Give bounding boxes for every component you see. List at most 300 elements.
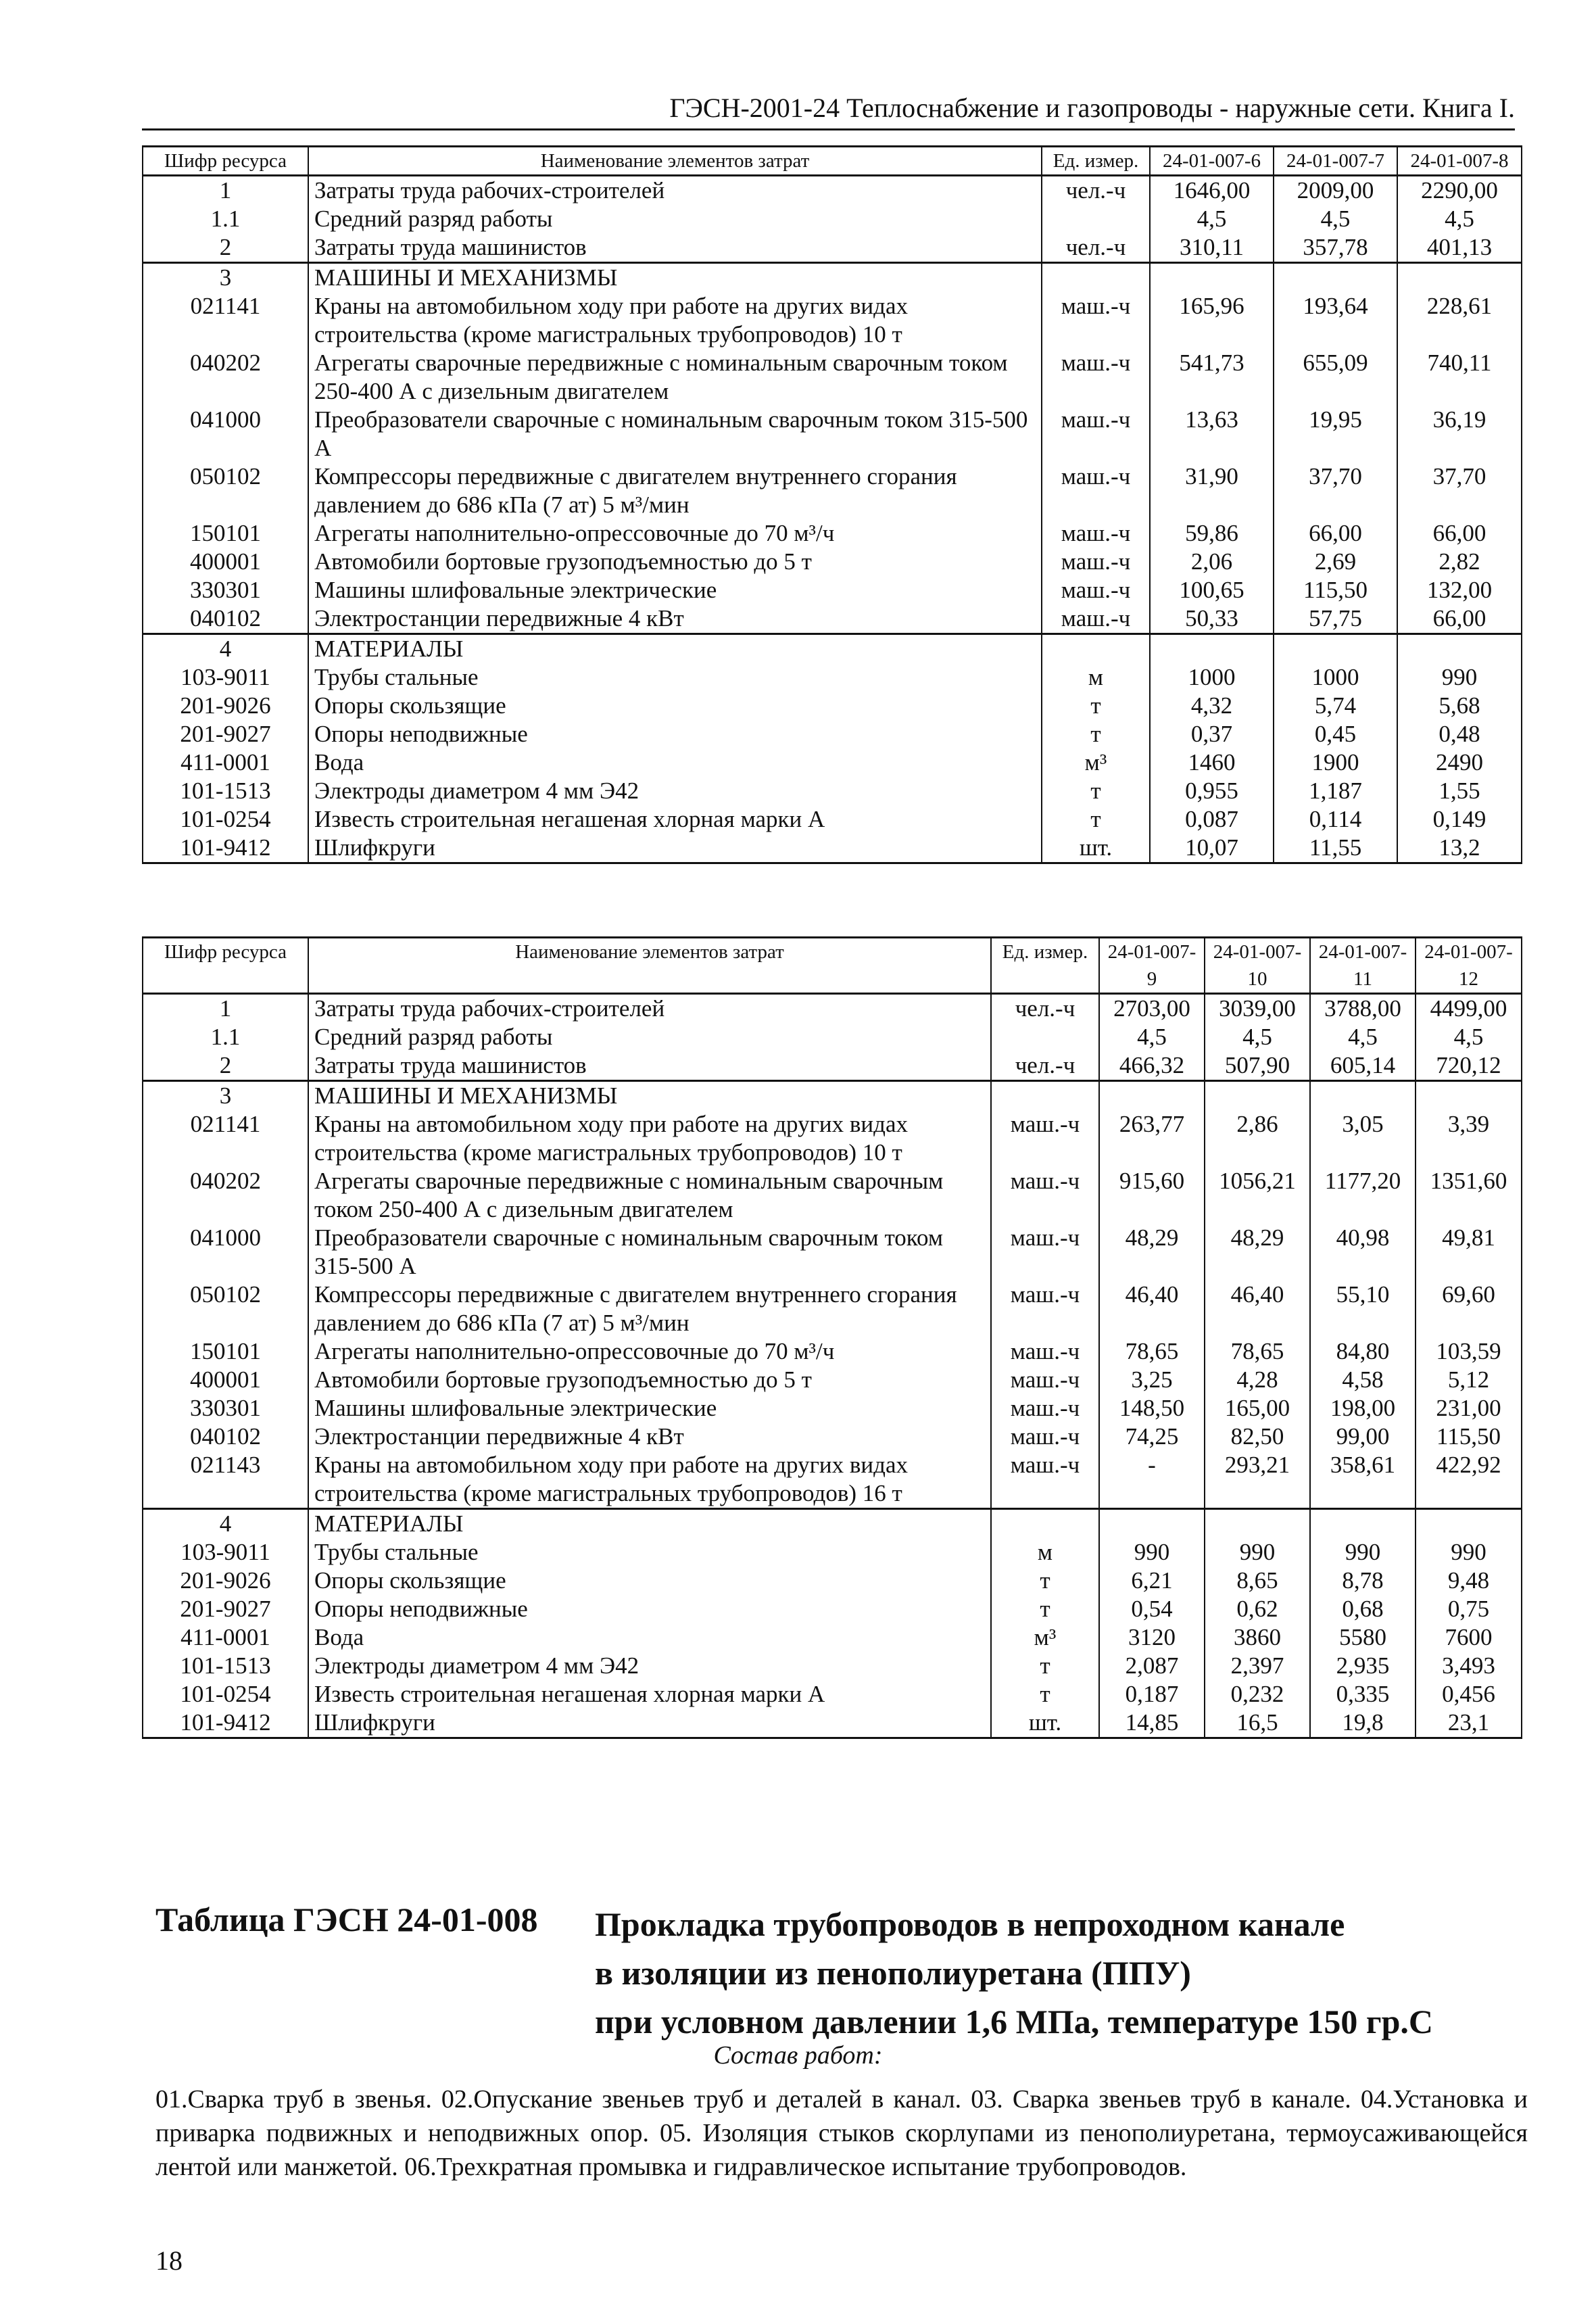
cell-unit: маш.-ч [1042,406,1150,462]
cell-unit: маш.-ч [991,1423,1099,1451]
cell-value: 0,335 [1310,1680,1416,1709]
cell-value: 2,397 [1205,1652,1310,1680]
cell-value: 3,493 [1416,1652,1522,1680]
cell-value: 0,62 [1205,1595,1310,1623]
cell-value [1397,634,1522,664]
cell-unit: маш.-ч [991,1337,1099,1366]
cell-code: 330301 [143,576,308,604]
cell-code: 3 [143,263,308,293]
cell-value: 4,5 [1397,205,1522,233]
cell-value: 115,50 [1274,576,1397,604]
table-row [143,834,1522,863]
cell-value: 3,39 [1416,1110,1522,1167]
cell-name: Средний разряд работы [308,205,1042,233]
cell-value: 48,29 [1099,1224,1205,1281]
table-row [143,519,1522,548]
cell-name: Компрессоры передвижные с двигателем внутреннего сгорания давлением до 686 кПа (7 ат) 5 м³/мин [308,462,1042,519]
cell-code: 021141 [143,292,308,349]
cell-value: 103,59 [1416,1337,1522,1366]
cell-code: 021143 [143,1451,308,1509]
cell-value: 1056,21 [1205,1167,1310,1224]
cell-unit: м [991,1538,1099,1567]
cell-unit: маш.-ч [1042,292,1150,349]
cell-value: 2,69 [1274,548,1397,576]
cell-code: 201-9026 [143,1567,308,1595]
table-row [143,548,1522,576]
cell-code: 040202 [143,1167,308,1224]
cell-value: 59,86 [1150,519,1274,548]
cell-value: 5,68 [1397,692,1522,720]
cell-unit [1042,263,1150,293]
cell-value: 2,06 [1150,548,1274,576]
table-row [143,1224,1522,1281]
resource-table-1 [142,145,1522,864]
cell-code: 2 [143,233,308,263]
cell-value: 0,232 [1205,1680,1310,1709]
cell-value: 23,1 [1416,1709,1522,1738]
cell-unit: маш.-ч [991,1224,1099,1281]
cell-value: 13,63 [1150,406,1274,462]
cell-value: 78,65 [1099,1337,1205,1366]
cell-value: 4,5 [1274,205,1397,233]
cell-code: 400001 [143,1366,308,1394]
table-row [143,1366,1522,1394]
table-row [143,748,1522,777]
cell-name: Электростанции передвижные 4 кВт [308,604,1042,634]
table-row [143,720,1522,748]
cell-value: 3120 [1099,1623,1205,1652]
table-row [143,777,1522,805]
cell-name: Затраты труда машинистов [308,233,1042,263]
cell-unit: т [991,1567,1099,1595]
cell-value: 2,82 [1397,548,1522,576]
cell-value: 14,85 [1099,1709,1205,1738]
cell-value: 115,50 [1416,1423,1522,1451]
cell-unit [991,1081,1099,1111]
cell-unit: маш.-ч [1042,548,1150,576]
table-row [143,1451,1522,1509]
cell-code: 050102 [143,462,308,519]
cell-name: Шлифкруги [308,834,1042,863]
cell-value [1397,263,1522,293]
cell-value: 0,114 [1274,805,1397,834]
cell-unit: м³ [1042,748,1150,777]
cell-value: 310,11 [1150,233,1274,263]
cell-name: Затраты труда машинистов [308,1051,991,1081]
table-row [143,1281,1522,1337]
table-row [143,1394,1522,1423]
cell-name: Автомобили бортовые грузоподъемностью до 5 т [308,548,1042,576]
table-row [143,1423,1522,1451]
table-row [143,406,1522,462]
cell-value [1205,1081,1310,1111]
cell-value [1416,1081,1522,1111]
cell-value: 990 [1205,1538,1310,1567]
cell-name: Известь строительная негашеная хлорная марки А [308,805,1042,834]
cell-value: 165,00 [1205,1394,1310,1423]
cell-code: 2 [143,1051,308,1081]
cell-code: 411-0001 [143,748,308,777]
cell-value: 507,90 [1205,1051,1310,1081]
cell-code: 150101 [143,1337,308,1366]
cell-name: МАТЕРИАЛЫ [308,1509,991,1539]
cell-value: 4,32 [1150,692,1274,720]
cell-value [1274,634,1397,664]
cell-value: 31,90 [1150,462,1274,519]
cell-value: 99,00 [1310,1423,1416,1451]
cell-code: 4 [143,634,308,664]
cell-value [1099,1509,1205,1539]
cell-value: 46,40 [1205,1281,1310,1337]
cell-value: 4,5 [1150,205,1274,233]
cell-value: 66,00 [1274,519,1397,548]
cell-value: 990 [1099,1538,1205,1567]
header-col: 24-01-007-11 [1310,938,1416,994]
cell-value: 132,00 [1397,576,1522,604]
cell-value: 655,09 [1274,349,1397,406]
cell-value: 4,58 [1310,1366,1416,1394]
header-name: Наименование элементов затрат [308,938,991,994]
cell-value: 4,5 [1310,1023,1416,1051]
cell-value: 357,78 [1274,233,1397,263]
cell-value: 0,45 [1274,720,1397,748]
cell-name: Затраты труда рабочих-строителей [308,994,991,1024]
cell-value: 4,5 [1099,1023,1205,1051]
cell-code: 041000 [143,406,308,462]
cell-name: МАШИНЫ И МЕХАНИЗМЫ [308,263,1042,293]
table-row [143,263,1522,293]
cell-value: 13,2 [1397,834,1522,863]
header-col: 24-01-007-9 [1099,938,1205,994]
table-row [143,1567,1522,1595]
cell-value: 5580 [1310,1623,1416,1652]
cell-name: Агрегаты наполнительно-опрессовочные до 70 м³/ч [308,519,1042,548]
cell-value: 148,50 [1099,1394,1205,1423]
cell-value: 78,65 [1205,1337,1310,1366]
cell-code: 411-0001 [143,1623,308,1652]
cell-value: 0,456 [1416,1680,1522,1709]
cell-unit: т [1042,805,1150,834]
cell-value: 19,95 [1274,406,1397,462]
cell-unit: маш.-ч [1042,604,1150,634]
cell-code: 4 [143,1509,308,1539]
table-row [143,1509,1522,1539]
table-row [143,1709,1522,1738]
cell-value: 100,65 [1150,576,1274,604]
cell-unit: чел.-ч [1042,176,1150,206]
cell-unit: маш.-ч [991,1110,1099,1167]
cell-value: 740,11 [1397,349,1522,406]
section-title-line: при условном давлении 1,6 МПа, температуре 150 гр.С [595,2003,1434,2040]
cell-code: 103-9011 [143,663,308,692]
cell-value: 9,48 [1416,1567,1522,1595]
cell-value: - [1099,1451,1205,1509]
cell-unit: шт. [991,1709,1099,1738]
cell-unit: т [991,1595,1099,1623]
cell-value: 466,32 [1099,1051,1205,1081]
cell-code: 1.1 [143,1023,308,1051]
cell-value: 1460 [1150,748,1274,777]
cell-unit: маш.-ч [991,1394,1099,1423]
cell-value: 0,149 [1397,805,1522,834]
cell-value: 193,64 [1274,292,1397,349]
cell-value: 3788,00 [1310,994,1416,1024]
table-caption: Таблица ГЭСН 24-01-008 [155,1901,538,1938]
cell-value: 0,37 [1150,720,1274,748]
cell-value: 66,00 [1397,519,1522,548]
table-row [143,1081,1522,1111]
cell-value: 915,60 [1099,1167,1205,1224]
table-row [143,1538,1522,1567]
cell-value: 57,75 [1274,604,1397,634]
cell-name: Агрегаты сварочные передвижные с номинальным сварочным током 250-400 А с дизельным двигателем [308,349,1042,406]
cell-value: 8,78 [1310,1567,1416,1595]
cell-name: Опоры неподвижные [308,1595,991,1623]
cell-value: 1,55 [1397,777,1522,805]
header-name: Наименование элементов затрат [308,147,1042,176]
cell-name: Компрессоры передвижные с двигателем внутреннего сгорания давлением до 686 кПа (7 ат) 5 м³/мин [308,1281,991,1337]
section-title-line: Прокладка трубопроводов в непроходном канале [595,1905,1345,1943]
section-title-line: в изоляции из пенополиуретана (ППУ) [595,1954,1191,1992]
cell-name: Преобразователи сварочные с номинальным сварочным током 315-500 А [308,406,1042,462]
cell-value: 422,92 [1416,1451,1522,1509]
table-row [143,1680,1522,1709]
cell-name: Машины шлифовальные электрические [308,1394,991,1423]
cell-name: Преобразователи сварочные с номинальным сварочным током 315-500 А [308,1224,991,1281]
work-composition-text: 01.Сварка труб в звенья. 02.Опускание звеньев труб и деталей в канал. 03. Сварка звеньев труб в канале. 04.Установка и приварка подвижных и неподвижных опор. 05. Изоляция стыков скорлупами из пенополиуретана, термоусаживающейся лентой или манжетой. 06.Трехкратная промывка и гидравлическое испытание трубопроводов. [155,2085,1528,2181]
cell-value: 10,07 [1150,834,1274,863]
cell-code: 3 [143,1081,308,1111]
table-row [143,349,1522,406]
cell-value: 50,33 [1150,604,1274,634]
cell-unit [1042,205,1150,233]
cell-value: 0,955 [1150,777,1274,805]
cell-name: Средний разряд работы [308,1023,991,1051]
cell-name: Краны на автомобильном ходу при работе на других видах строительства (кроме магистральных трубопроводов) 10 т [308,1110,991,1167]
page-number: 18 [155,2245,183,2276]
cell-value: 0,48 [1397,720,1522,748]
cell-code: 040102 [143,1423,308,1451]
cell-value: 0,75 [1416,1595,1522,1623]
cell-value: 293,21 [1205,1451,1310,1509]
table-row [143,805,1522,834]
cell-unit: чел.-ч [991,1051,1099,1081]
cell-value: 228,61 [1397,292,1522,349]
cell-code: 1.1 [143,205,308,233]
table-row [143,1337,1522,1366]
cell-code: 201-9026 [143,692,308,720]
table-row [143,692,1522,720]
cell-value: 990 [1416,1538,1522,1567]
header-unit: Ед. измер. [1042,147,1150,176]
cell-value: 401,13 [1397,233,1522,263]
cell-unit: т [1042,777,1150,805]
table-header-row [143,938,1522,994]
cell-value: 2,86 [1205,1110,1310,1167]
cell-unit: т [1042,720,1150,748]
cell-name: Шлифкруги [308,1709,991,1738]
section-title [595,1900,1541,2046]
cell-name: Опоры неподвижные [308,720,1042,748]
table-row [143,1051,1522,1081]
cell-value: 1900 [1274,748,1397,777]
table-row [143,604,1522,634]
cell-code: 101-9412 [143,1709,308,1738]
cell-code: 101-1513 [143,777,308,805]
header-col: 24-01-007-10 [1205,938,1310,994]
cell-value: 1,187 [1274,777,1397,805]
cell-value: 1646,00 [1150,176,1274,206]
cell-unit: маш.-ч [991,1366,1099,1394]
cell-value: 82,50 [1205,1423,1310,1451]
cell-unit: м³ [991,1623,1099,1652]
cell-value [1416,1509,1522,1539]
cell-value: 2,935 [1310,1652,1416,1680]
table-row [143,1595,1522,1623]
cell-unit: маш.-ч [991,1451,1099,1509]
cell-unit: маш.-ч [1042,576,1150,604]
header-col: 24-01-007-6 [1150,147,1274,176]
cell-value: 0,54 [1099,1595,1205,1623]
cell-unit [1042,634,1150,664]
cell-value: 11,55 [1274,834,1397,863]
cell-code: 041000 [143,1224,308,1281]
cell-value: 2,087 [1099,1652,1205,1680]
cell-code: 040202 [143,349,308,406]
cell-code: 040102 [143,604,308,634]
table-row [143,462,1522,519]
running-header [142,88,1515,130]
table-row [143,1623,1522,1652]
cell-code: 103-9011 [143,1538,308,1567]
cell-code: 330301 [143,1394,308,1423]
cell-value: 0,087 [1150,805,1274,834]
cell-value: 720,12 [1416,1051,1522,1081]
header-col: 24-01-007-8 [1397,147,1522,176]
running-title: ГЭСН-2001-24 Теплоснабжение и газопроводы - наружные сети. Книга I. [669,93,1515,123]
cell-code: 021141 [143,1110,308,1167]
cell-value: 19,8 [1310,1709,1416,1738]
cell-name: Известь строительная негашеная хлорная марки А [308,1680,991,1709]
work-composition-heading: Состав работ: [713,2041,883,2070]
table-row [143,205,1522,233]
cell-unit: чел.-ч [991,994,1099,1024]
cell-value: 4,5 [1205,1023,1310,1051]
cell-name: МАТЕРИАЛЫ [308,634,1042,664]
cell-value: 2703,00 [1099,994,1205,1024]
cell-unit: чел.-ч [1042,233,1150,263]
cell-value: 55,10 [1310,1281,1416,1337]
cell-code: 400001 [143,548,308,576]
cell-value: 165,96 [1150,292,1274,349]
resource-table-2 [142,936,1522,1739]
cell-code: 101-1513 [143,1652,308,1680]
cell-code: 050102 [143,1281,308,1337]
cell-name: Трубы стальные [308,1538,991,1567]
cell-value: 37,70 [1397,462,1522,519]
table-header-row [143,147,1522,176]
cell-value: 36,19 [1397,406,1522,462]
cell-value: 74,25 [1099,1423,1205,1451]
cell-value [1099,1081,1205,1111]
cell-name: Электроды диаметром 4 мм Э42 [308,1652,991,1680]
cell-unit: т [991,1680,1099,1709]
cell-value: 990 [1310,1538,1416,1567]
cell-name: Вода [308,748,1042,777]
cell-value [1310,1509,1416,1539]
cell-unit [991,1023,1099,1051]
cell-code: 150101 [143,519,308,548]
cell-value [1150,634,1274,664]
cell-unit: м [1042,663,1150,692]
cell-value: 990 [1397,663,1522,692]
cell-value: 6,21 [1099,1567,1205,1595]
cell-value: 4,5 [1416,1023,1522,1051]
cell-value: 4499,00 [1416,994,1522,1024]
cell-name: Автомобили бортовые грузоподъемностью до 5 т [308,1366,991,1394]
cell-value [1150,263,1274,293]
table-row [143,1110,1522,1167]
table-row [143,576,1522,604]
cell-value: 605,14 [1310,1051,1416,1081]
table-row [143,176,1522,206]
table-row [143,292,1522,349]
cell-value [1274,263,1397,293]
table-row [143,663,1522,692]
cell-name: Машины шлифовальные электрические [308,576,1042,604]
cell-code: 1 [143,176,308,206]
cell-value: 8,65 [1205,1567,1310,1595]
header-col: 24-01-007-12 [1416,938,1522,994]
table-row [143,994,1522,1024]
header-code: Шифр ресурса [143,147,308,176]
cell-value: 1177,20 [1310,1167,1416,1224]
table-row [143,634,1522,664]
cell-name: МАШИНЫ И МЕХАНИЗМЫ [308,1081,991,1111]
table-row [143,1023,1522,1051]
cell-code: 101-0254 [143,805,308,834]
cell-name: Опоры скользящие [308,1567,991,1595]
cell-value: 3860 [1205,1623,1310,1652]
cell-value: 198,00 [1310,1394,1416,1423]
cell-name: Трубы стальные [308,663,1042,692]
cell-value: 16,5 [1205,1709,1310,1738]
cell-value: 231,00 [1416,1394,1522,1423]
cell-value: 49,81 [1416,1224,1522,1281]
cell-unit: маш.-ч [991,1281,1099,1337]
cell-value: 7600 [1416,1623,1522,1652]
cell-code: 1 [143,994,308,1024]
cell-name: Электроды диаметром 4 мм Э42 [308,777,1042,805]
cell-value: 541,73 [1150,349,1274,406]
cell-code: 101-0254 [143,1680,308,1709]
cell-value: 84,80 [1310,1337,1416,1366]
cell-value: 5,12 [1416,1366,1522,1394]
cell-unit: т [1042,692,1150,720]
cell-value: 3,05 [1310,1110,1416,1167]
cell-code: 101-9412 [143,834,308,863]
cell-unit: шт. [1042,834,1150,863]
cell-name: Затраты труда рабочих-строителей [308,176,1042,206]
cell-code: 201-9027 [143,720,308,748]
cell-value: 1000 [1274,663,1397,692]
cell-code: 201-9027 [143,1595,308,1623]
cell-unit: маш.-ч [1042,349,1150,406]
cell-value: 263,77 [1099,1110,1205,1167]
cell-value: 5,74 [1274,692,1397,720]
cell-value: 3,25 [1099,1366,1205,1394]
cell-value: 1351,60 [1416,1167,1522,1224]
